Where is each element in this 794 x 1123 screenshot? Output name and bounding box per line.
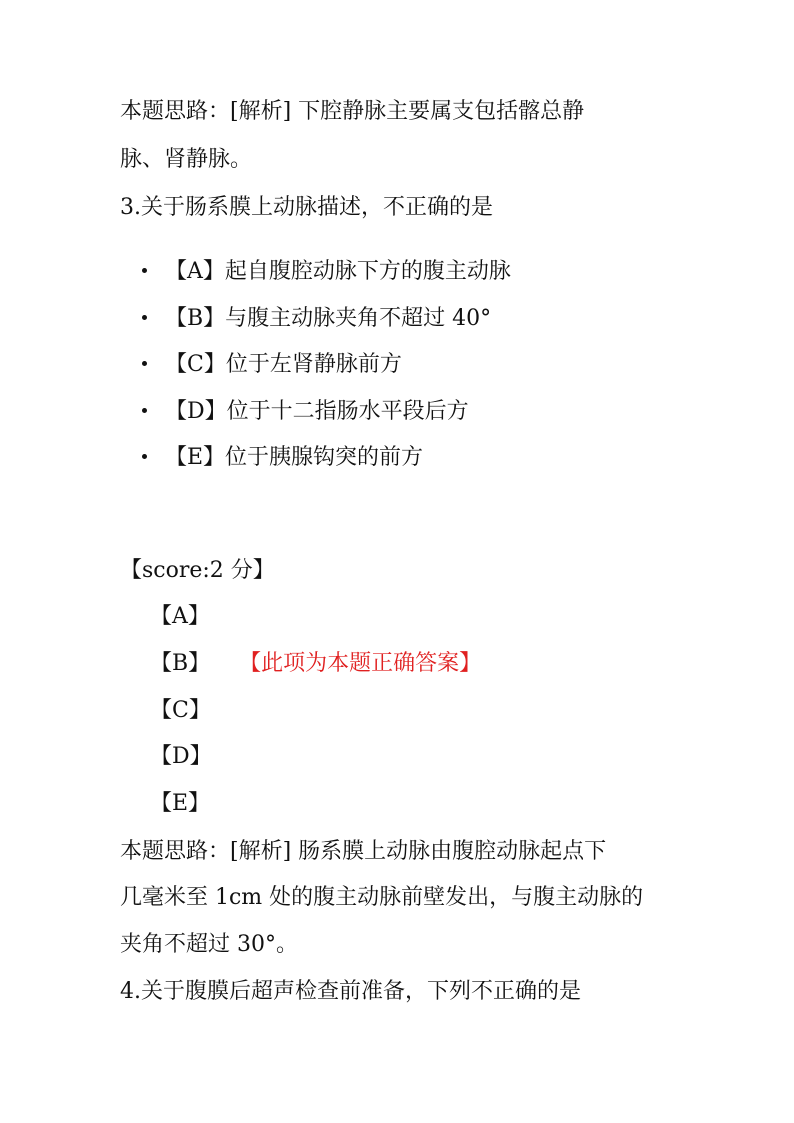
- option-d: [142, 397, 469, 427]
- answer-c-label: 【C】: [150, 698, 211, 723]
- answer-d: [150, 742, 212, 772]
- option-b-text: 【B】与腹主动脉夹角不超过 40°: [165, 306, 492, 331]
- option-b: [142, 304, 491, 334]
- score-label: 【score:2 分】: [120, 558, 275, 583]
- bullet-icon: [142, 408, 147, 413]
- option-a-text: 【A】起自腹腔动脉下方的腹主动脉: [165, 259, 511, 284]
- question-4-stem: 4.关于腹膜后超声检查前准备，下列不正确的是: [120, 979, 581, 1004]
- answer-d-label: 【D】: [150, 744, 212, 769]
- bullet-icon: [142, 268, 147, 273]
- answer-a-label: 【A】: [150, 604, 210, 629]
- prev-analysis-line-2: 脉、肾静脉。: [120, 147, 253, 172]
- option-e-text: 【E】位于胰腺钩突的前方: [165, 445, 424, 470]
- prev-analysis-line-1: 本题思路：[解析] 下腔静脉主要属支包括髂总静: [120, 99, 585, 124]
- answer-e: [150, 789, 210, 819]
- bullet-icon: [142, 361, 147, 366]
- bullet-icon: [142, 315, 147, 320]
- answer-e-label: 【E】: [150, 791, 211, 816]
- answer-b-label: 【B】: [150, 651, 211, 676]
- answer-c: [150, 696, 211, 726]
- correct-answer-badge: 【此项为本题正确答案】: [250, 651, 482, 676]
- analysis-line-2: 几毫米至 1cm 处的腹主动脉前壁发出，与腹主动脉的: [120, 885, 644, 910]
- analysis-line-1: 本题思路：[解析] 肠系膜上动脉由腹腔动脉起点下: [120, 839, 607, 864]
- option-c: [142, 350, 402, 380]
- option-a: [142, 257, 511, 287]
- answer-b: [150, 649, 481, 679]
- option-d-text: 【D】位于十二指肠水平段后方: [165, 399, 469, 424]
- bullet-icon: [142, 454, 147, 459]
- answer-a: [150, 602, 210, 632]
- analysis-line-3: 夹角不超过 30°。: [120, 932, 298, 957]
- option-c-text: 【C】位于左肾静脉前方: [165, 352, 402, 377]
- question-3-stem: 3.关于肠系膜上动脉描述，不正确的是: [120, 195, 493, 220]
- option-e: [142, 443, 423, 473]
